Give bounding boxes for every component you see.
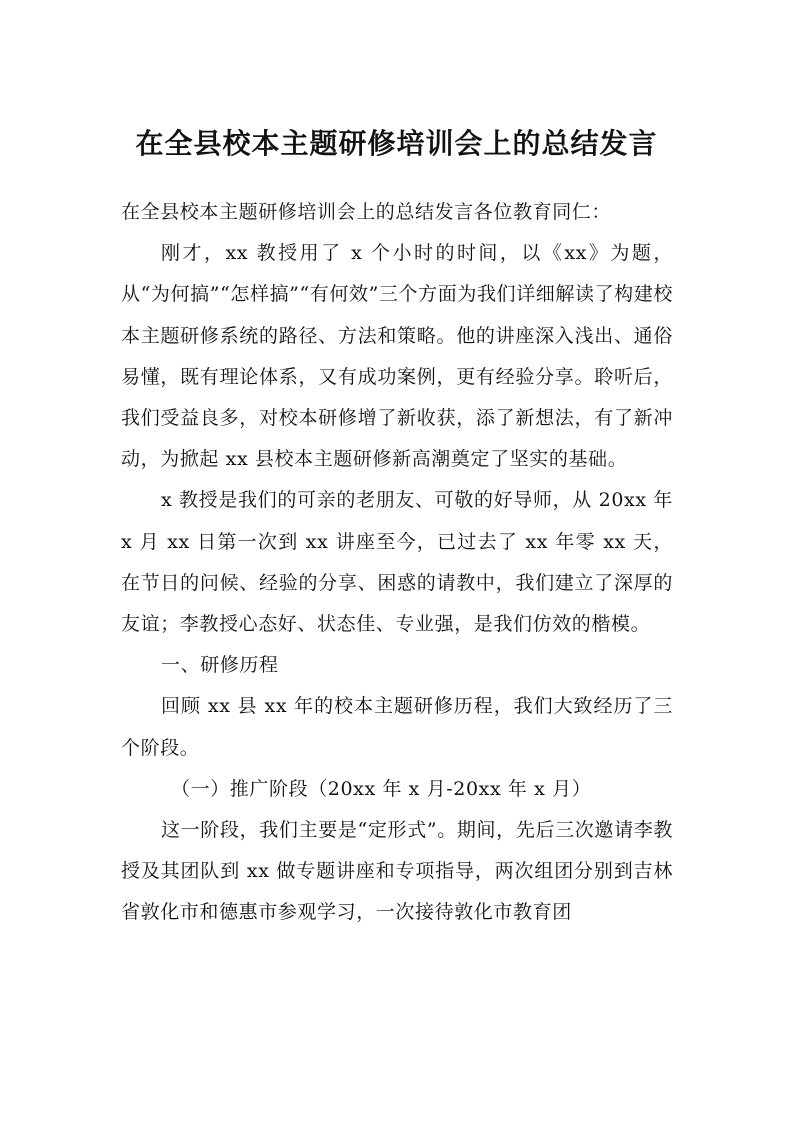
body-paragraph: 刚才，xx 教授用了 x 个小时的时间，以《xx》为题，从“为何搞”“怎样搞”“有何效”三个方面为我们详细解读了构建校本主题研修系统的路径、方法和策略。他的讲座深入浅出、通俗易懂，既有理论体系，又有成功案例，更有经验分享。聆听后，我们受益良多，对校本研修增了新收获，添了新想法，有了新冲动，为掀起 xx 县校本主题研修新高潮奠定了坚实的基础。 xyxy=(121,242,673,471)
section-heading: 一、研修历程 xyxy=(161,654,279,677)
salutation-paragraph: 在全县校本主题研修培训会上的总结发言各位教育同仁： xyxy=(121,201,612,223)
body-paragraph: 这一阶段，我们主要是“定形式”。期间，先后三次邀请李教授及其团队到 xx 做专题讲座和专项指导，两次组团分别到吉林省敦化市和德惠市参观学习，一次接待敦化市教育团 xyxy=(121,819,673,924)
body-paragraph: x 教授是我们的可亲的老朋友、可敬的好导师，从 20xx 年 x 月 xx 日第一次到 xx 讲座至今，已过去了 xx 年零 xx 天，在节日的问候、经验的分享、困惑的请教中，我们建立了深厚的友谊；李教授心态好、状态佳、专业强，是我们仿效的楷模。 xyxy=(121,489,673,636)
body-paragraph: 回顾 xx 县 xx 年的校本主题研修历程，我们大致经历了三个阶段。 xyxy=(121,695,673,759)
document-title: 在全县校本主题研修培训会上的总结发言 xyxy=(135,127,658,160)
subsection-heading: （一）推广阶段（20xx 年 x 月-20xx 年 x 月） xyxy=(171,777,592,800)
document-body xyxy=(121,192,673,934)
